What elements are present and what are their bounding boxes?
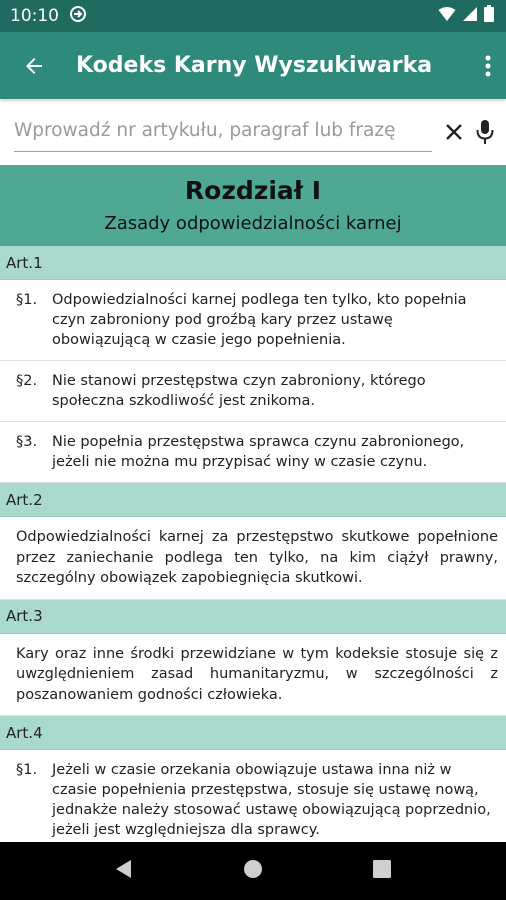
- chapter-title: Rozdział I: [184, 176, 322, 205]
- chapter-subtitle: Zasady odpowiedzialności karnej: [104, 213, 402, 234]
- signal-icon: [462, 6, 478, 27]
- paragraph: [0, 750, 506, 842]
- article-header: Art.3: [0, 600, 506, 634]
- article-header: Art.4: [0, 716, 506, 750]
- article-text: Kary oraz inne środki przewidziane w tym kodeksie stosuje się z uwzględnieniem zasad humanitaryzmu, w szczególności z poszanowaniem godności człowieka.: [0, 634, 506, 717]
- paragraph-number: §3.: [16, 434, 38, 450]
- app-title: Kodeks Karny Wyszukiwarka: [76, 53, 433, 78]
- article-header: Art.1: [0, 246, 506, 280]
- paragraph-text: Nie stanowi przestępstwa czyn zabroniony, którego społeczna szkodliwość jest znikoma.: [52, 373, 426, 409]
- search-bar: [0, 99, 506, 165]
- paragraph: [0, 361, 506, 422]
- microphone-icon[interactable]: [476, 119, 494, 145]
- paragraph: [0, 280, 506, 361]
- nav-back-icon[interactable]: [115, 859, 133, 883]
- paragraph-text: Nie popełnia przestępstwa sprawca czynu zabronionego, jeżeli nie można mu przypisać winy w czasie czynu.: [52, 434, 465, 470]
- article-text: Odpowiedzialności karnej za przestępstwo skutkowe popełnione przez zaniechanie podlega ten tylko, na kim ciążył prawny, szczególny obowiązek zapobiegnięcia skutkowi.: [0, 517, 506, 600]
- nav-home-icon[interactable]: [243, 859, 263, 883]
- paragraph-text: Odpowiedzialności karnej podlega ten tylko, kto popełnia czyn zabroniony pod groźbą kary przez ustawę obowiązującą w czasie jego popełnienia.: [52, 292, 467, 348]
- paragraph-text: Jeżeli w czasie orzekania obowiązuje ustawa inna niż w czasie popełnienia przestępstwa, stosuje się ustawę nową, jednakże należy stosować ustawę obowiązującą poprzednio, jeżeli jest względniejsza dla sprawcy.: [52, 762, 491, 838]
- paragraph: [0, 422, 506, 483]
- status-bar: [0, 0, 506, 32]
- article-list[interactable]: [0, 246, 506, 842]
- status-time: 10:10: [10, 6, 59, 26]
- app-bar: [0, 32, 506, 99]
- data-saver-icon: [69, 5, 87, 28]
- paragraph-number: §2.: [16, 373, 38, 389]
- nav-recents-icon[interactable]: [373, 860, 391, 882]
- battery-icon: [484, 5, 494, 27]
- overflow-menu-icon[interactable]: [484, 54, 492, 78]
- wifi-icon: [438, 6, 456, 27]
- search-input[interactable]: [14, 113, 432, 152]
- back-arrow-icon[interactable]: [22, 54, 46, 78]
- system-nav-bar: [0, 842, 506, 900]
- article-header: Art.2: [0, 483, 506, 517]
- chapter-header: [0, 165, 506, 246]
- paragraph-number: §1.: [16, 762, 38, 778]
- clear-icon[interactable]: [444, 122, 464, 142]
- paragraph-number: §1.: [16, 292, 38, 308]
